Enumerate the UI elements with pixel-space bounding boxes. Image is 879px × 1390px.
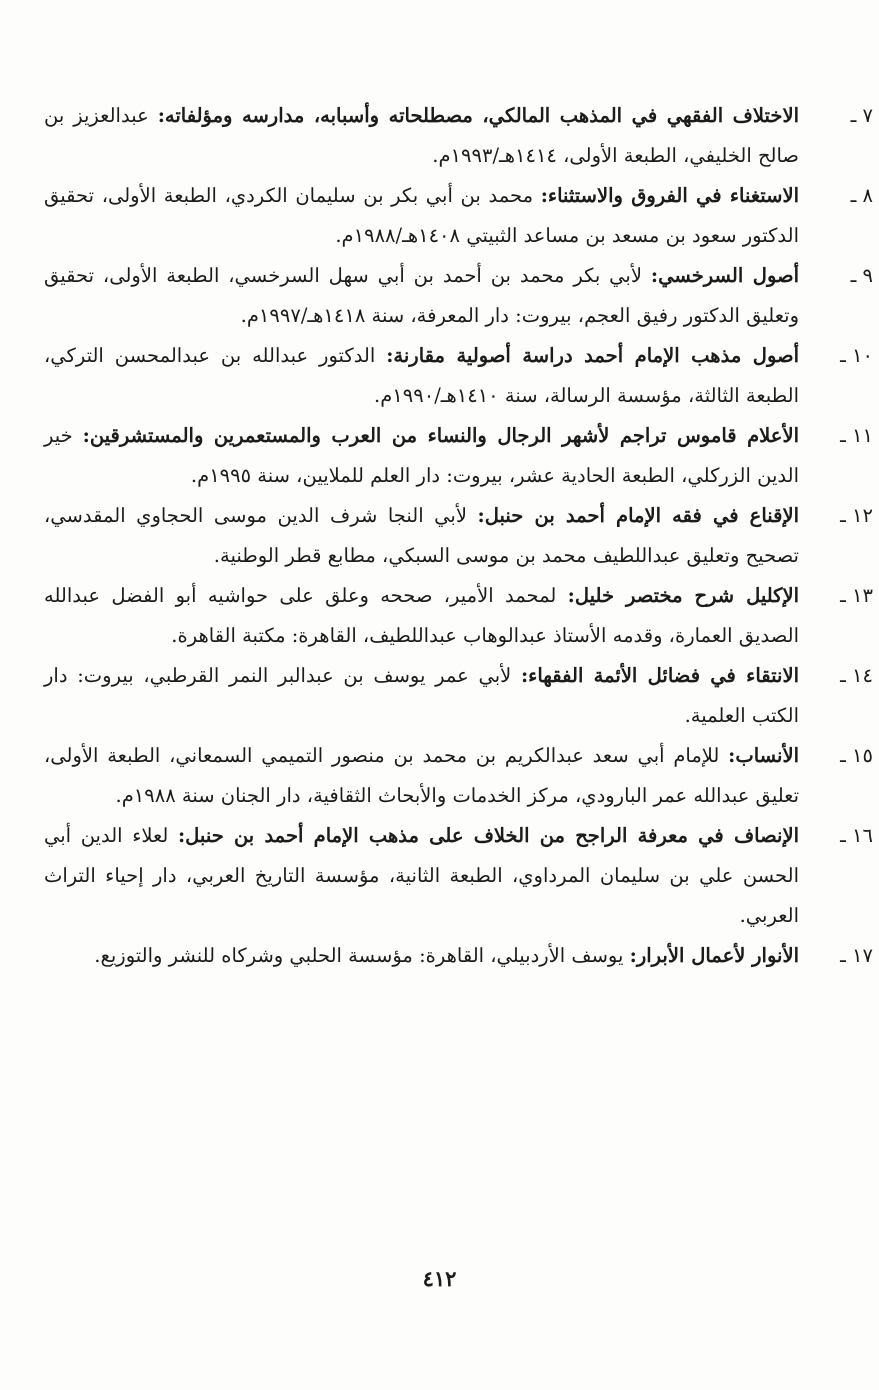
entry-details: لأبي النجا شرف الدين موسى الحجاوي المقدسي، تصحيح وتعليق عبداللطيف محمد بن موسى السبكي، مطابع قطر الوطنية. xyxy=(44,504,799,567)
bibliography-entry-14 xyxy=(44,656,873,736)
entry-title: الأنساب: xyxy=(728,744,799,767)
bibliography-entry-10 xyxy=(44,336,873,416)
entry-number: ١٥ ـ xyxy=(840,744,873,767)
entry-title: الأنوار لأعمال الأبرار: xyxy=(629,944,799,967)
entry-details: لعلاء الدين أبي الحسن علي بن سليمان المرداوي، الطبعة الثانية، مؤسسة التاريخ العربي، دار إحياء التراث العربي. xyxy=(44,824,799,927)
entry-details: خير الدين الزركلي، الطبعة الحادية عشر، بيروت: دار العلم للملايين، سنة ١٩٩٥م. xyxy=(44,424,799,487)
entry-title: الاستغناء في الفروق والاستثناء: xyxy=(540,184,799,207)
entry-number: ١٤ ـ xyxy=(840,664,873,687)
entry-number: ١٦ ـ xyxy=(840,824,873,847)
entry-number: ١٠ ـ xyxy=(840,344,873,367)
bibliography-entry-16 xyxy=(44,816,873,936)
entry-title: أصول السرخسي: xyxy=(650,264,799,287)
bibliography-entry-12 xyxy=(44,496,873,576)
entry-number: ١٣ ـ xyxy=(840,584,873,607)
entry-details: الدكتور عبدالله بن عبدالمحسن التركي، الطبعة الثالثة، مؤسسة الرسالة، سنة ١٤١٠هـ/١٩٩٠م. xyxy=(44,344,799,407)
bibliography-entry-11 xyxy=(44,416,873,496)
entry-details: للإمام أبي سعد عبدالكريم بن محمد بن منصور التميمي السمعاني، الطبعة الأولى، تعليق عبدالله عمر البارودي، مركز الخدمات والأبحاث الثقافية، دار الجنان سنة ١٩٨٨م. xyxy=(44,744,799,807)
bibliography-list xyxy=(44,96,873,976)
page-number: ٤١٢ xyxy=(422,1266,457,1291)
entry-details: عبدالعزيز بن صالح الخليفي، الطبعة الأولى، ١٤١٤هـ/١٩٩٣م. xyxy=(44,104,799,167)
bibliography-entry-15 xyxy=(44,736,873,816)
entry-details: يوسف الأردبيلي، القاهرة: مؤسسة الحلبي وشركاه للنشر والتوزيع. xyxy=(94,944,630,967)
entry-details: لأبي بكر محمد بن أحمد بن أبي سهل السرخسي، الطبعة الأولى، تحقيق وتعليق الدكتور رفيق العجم، بيروت: دار المعرفة، سنة ١٤١٨هـ/١٩٩٧م. xyxy=(44,264,799,327)
bibliography-entry-7 xyxy=(44,96,873,176)
entry-number: ١١ ـ xyxy=(840,424,873,447)
bibliography-entry-17 xyxy=(44,936,873,976)
bibliography-entry-13 xyxy=(44,576,873,656)
entry-details: لمحمد الأمير، صححه وعلق على حواشيه أبو الفضل عبدالله الصديق العمارة، وقدمه الأستاذ عبدالوهاب عبداللطيف، القاهرة: مكتبة القاهرة. xyxy=(44,584,799,647)
entry-title: أصول مذهب الإمام أحمد دراسة أصولية مقارنة: xyxy=(386,344,799,367)
entry-number: ٩ ـ xyxy=(850,264,873,287)
bibliography-entry-8 xyxy=(44,176,873,256)
entry-number: ١٢ ـ xyxy=(840,504,873,527)
entry-details: لأبي عمر يوسف بن عبدالبر النمر القرطبي، بيروت: دار الكتب العلمية. xyxy=(44,664,799,727)
bibliography-entry-9 xyxy=(44,256,873,336)
entry-details: محمد بن أبي بكر بن سليمان الكردي، الطبعة الأولى، تحقيق الدكتور سعود بن مسعد بن مساعد الثبيتي ١٤٠٨هـ/١٩٨٨م. xyxy=(44,184,799,247)
entry-title: الإنصاف في معرفة الراجح من الخلاف على مذهب الإمام أحمد بن حنبل: xyxy=(177,824,799,847)
entry-number: ١٧ ـ xyxy=(840,944,873,967)
entry-title: الانتقاء في فضائل الأئمة الفقهاء: xyxy=(520,664,799,687)
entry-title: الأعلام قاموس تراجم لأشهر الرجال والنساء من العرب والمستعمرين والمستشرقين: xyxy=(82,424,799,447)
entry-title: الإقناع في فقه الإمام أحمد بن حنبل: xyxy=(477,504,800,527)
entry-title: الاختلاف الفقهي في المذهب المالكي، مصطلحاته وأسبابه، مدارسه ومؤلفاته: xyxy=(157,104,799,127)
entry-number: ٧ ـ xyxy=(850,104,873,127)
entry-title: الإكليل شرح مختصر خليل: xyxy=(567,584,800,607)
entry-number: ٨ ـ xyxy=(850,184,873,207)
